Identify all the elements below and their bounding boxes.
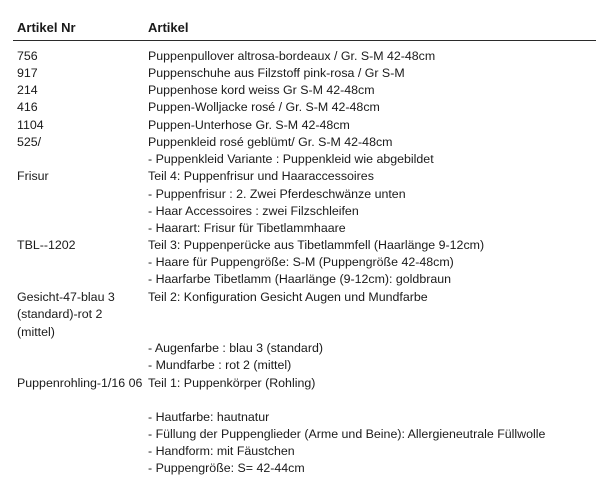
row-detail-augenfarbe: - Augenfarbe : blau 3 (standard) (148, 341, 323, 355)
row-detail-haarfarbe: - Haarfarbe Tibetlamm (Haarlänge (9-12cm): goldbraun (148, 272, 452, 286)
column-header-artikel: Artikel (148, 20, 189, 35)
row-detail-puppenfrisur: - Puppenfrisur : 2. Zwei Pferdeschwänze unten (148, 187, 406, 201)
header-divider (13, 40, 596, 41)
row-detail-puppengroesse: - Puppengröße: S= 42-44cm (148, 461, 305, 475)
row-detail-haare-groesse: - Haare für Puppengröße: S-M (Puppengröße 42-48cm) (148, 255, 454, 269)
row-artikel-tbl-1202: Teil 3: Puppenperücke aus Tibetlammfell (Haarlänge 9-12cm) (148, 238, 485, 252)
row-nr-frisur: Frisur (17, 169, 49, 183)
row-detail-hautfarbe: - Hautfarbe: hautnatur (148, 410, 270, 424)
row-nr-puppenrohling: Puppenrohling-1/16 06 (17, 376, 143, 390)
row-artikel-756: Puppenpullover altrosa-bordeaux / Gr. S-M 42-48cm (148, 49, 436, 63)
row-detail-fuellung: - Füllung der Puppenglieder (Arme und Beine): Allergieneutrale Füllwolle (148, 427, 546, 441)
row-nr-gesicht: Gesicht-47-blau 3 (standard)-rot 2 (mittel) (17, 290, 115, 339)
row-artikel-1104: Puppen-Unterhose Gr. S-M 42-48cm (148, 118, 350, 132)
row-nr-917: 917 (17, 66, 38, 80)
row-artikel-416: Puppen-Wolljacke rosé / Gr. S-M 42-48cm (148, 100, 380, 114)
row-artikel-frisur: Teil 4: Puppenfrisur und Haaraccessoires (148, 169, 374, 183)
row-artikel-525: Puppenkleid rosé geblümt/ Gr. S-M 42-48cm (148, 135, 393, 149)
row-nr-525: 525/ (17, 135, 42, 149)
row-nr-214: 214 (17, 83, 38, 97)
row-nr-1104: 1104 (17, 118, 44, 132)
row-detail-mundfarbe: - Mundfarbe : rot 2 (mittel) (148, 358, 292, 372)
row-artikel-gesicht: Teil 2: Konfiguration Gesicht Augen und Mundfarbe (148, 290, 428, 304)
row-artikel-917: Puppenschuhe aus Filzstoff pink-rosa / Gr S-M (148, 66, 405, 80)
row-detail-handform: - Handform: mit Fäustchen (148, 444, 295, 458)
row-detail-haarart: - Haarart: Frisur für Tibetlammhaare (148, 221, 346, 235)
row-artikel-puppenrohling: Teil 1: Puppenkörper (Rohling) (148, 376, 316, 390)
row-detail-haar-accessoires: - Haar Accessoires : zwei Filzschleifen (148, 204, 359, 218)
column-header-artikel-nr: Artikel Nr (17, 20, 76, 35)
row-nr-tbl-1202: TBL--1202 (17, 238, 76, 252)
row-nr-756: 756 (17, 49, 38, 63)
row-artikel-214: Puppenhose kord weiss Gr S-M 42-48cm (148, 83, 375, 97)
row-detail-kleid-variante: - Puppenkleid Variante : Puppenkleid wie abgebildet (148, 152, 434, 166)
row-nr-416: 416 (17, 100, 38, 114)
